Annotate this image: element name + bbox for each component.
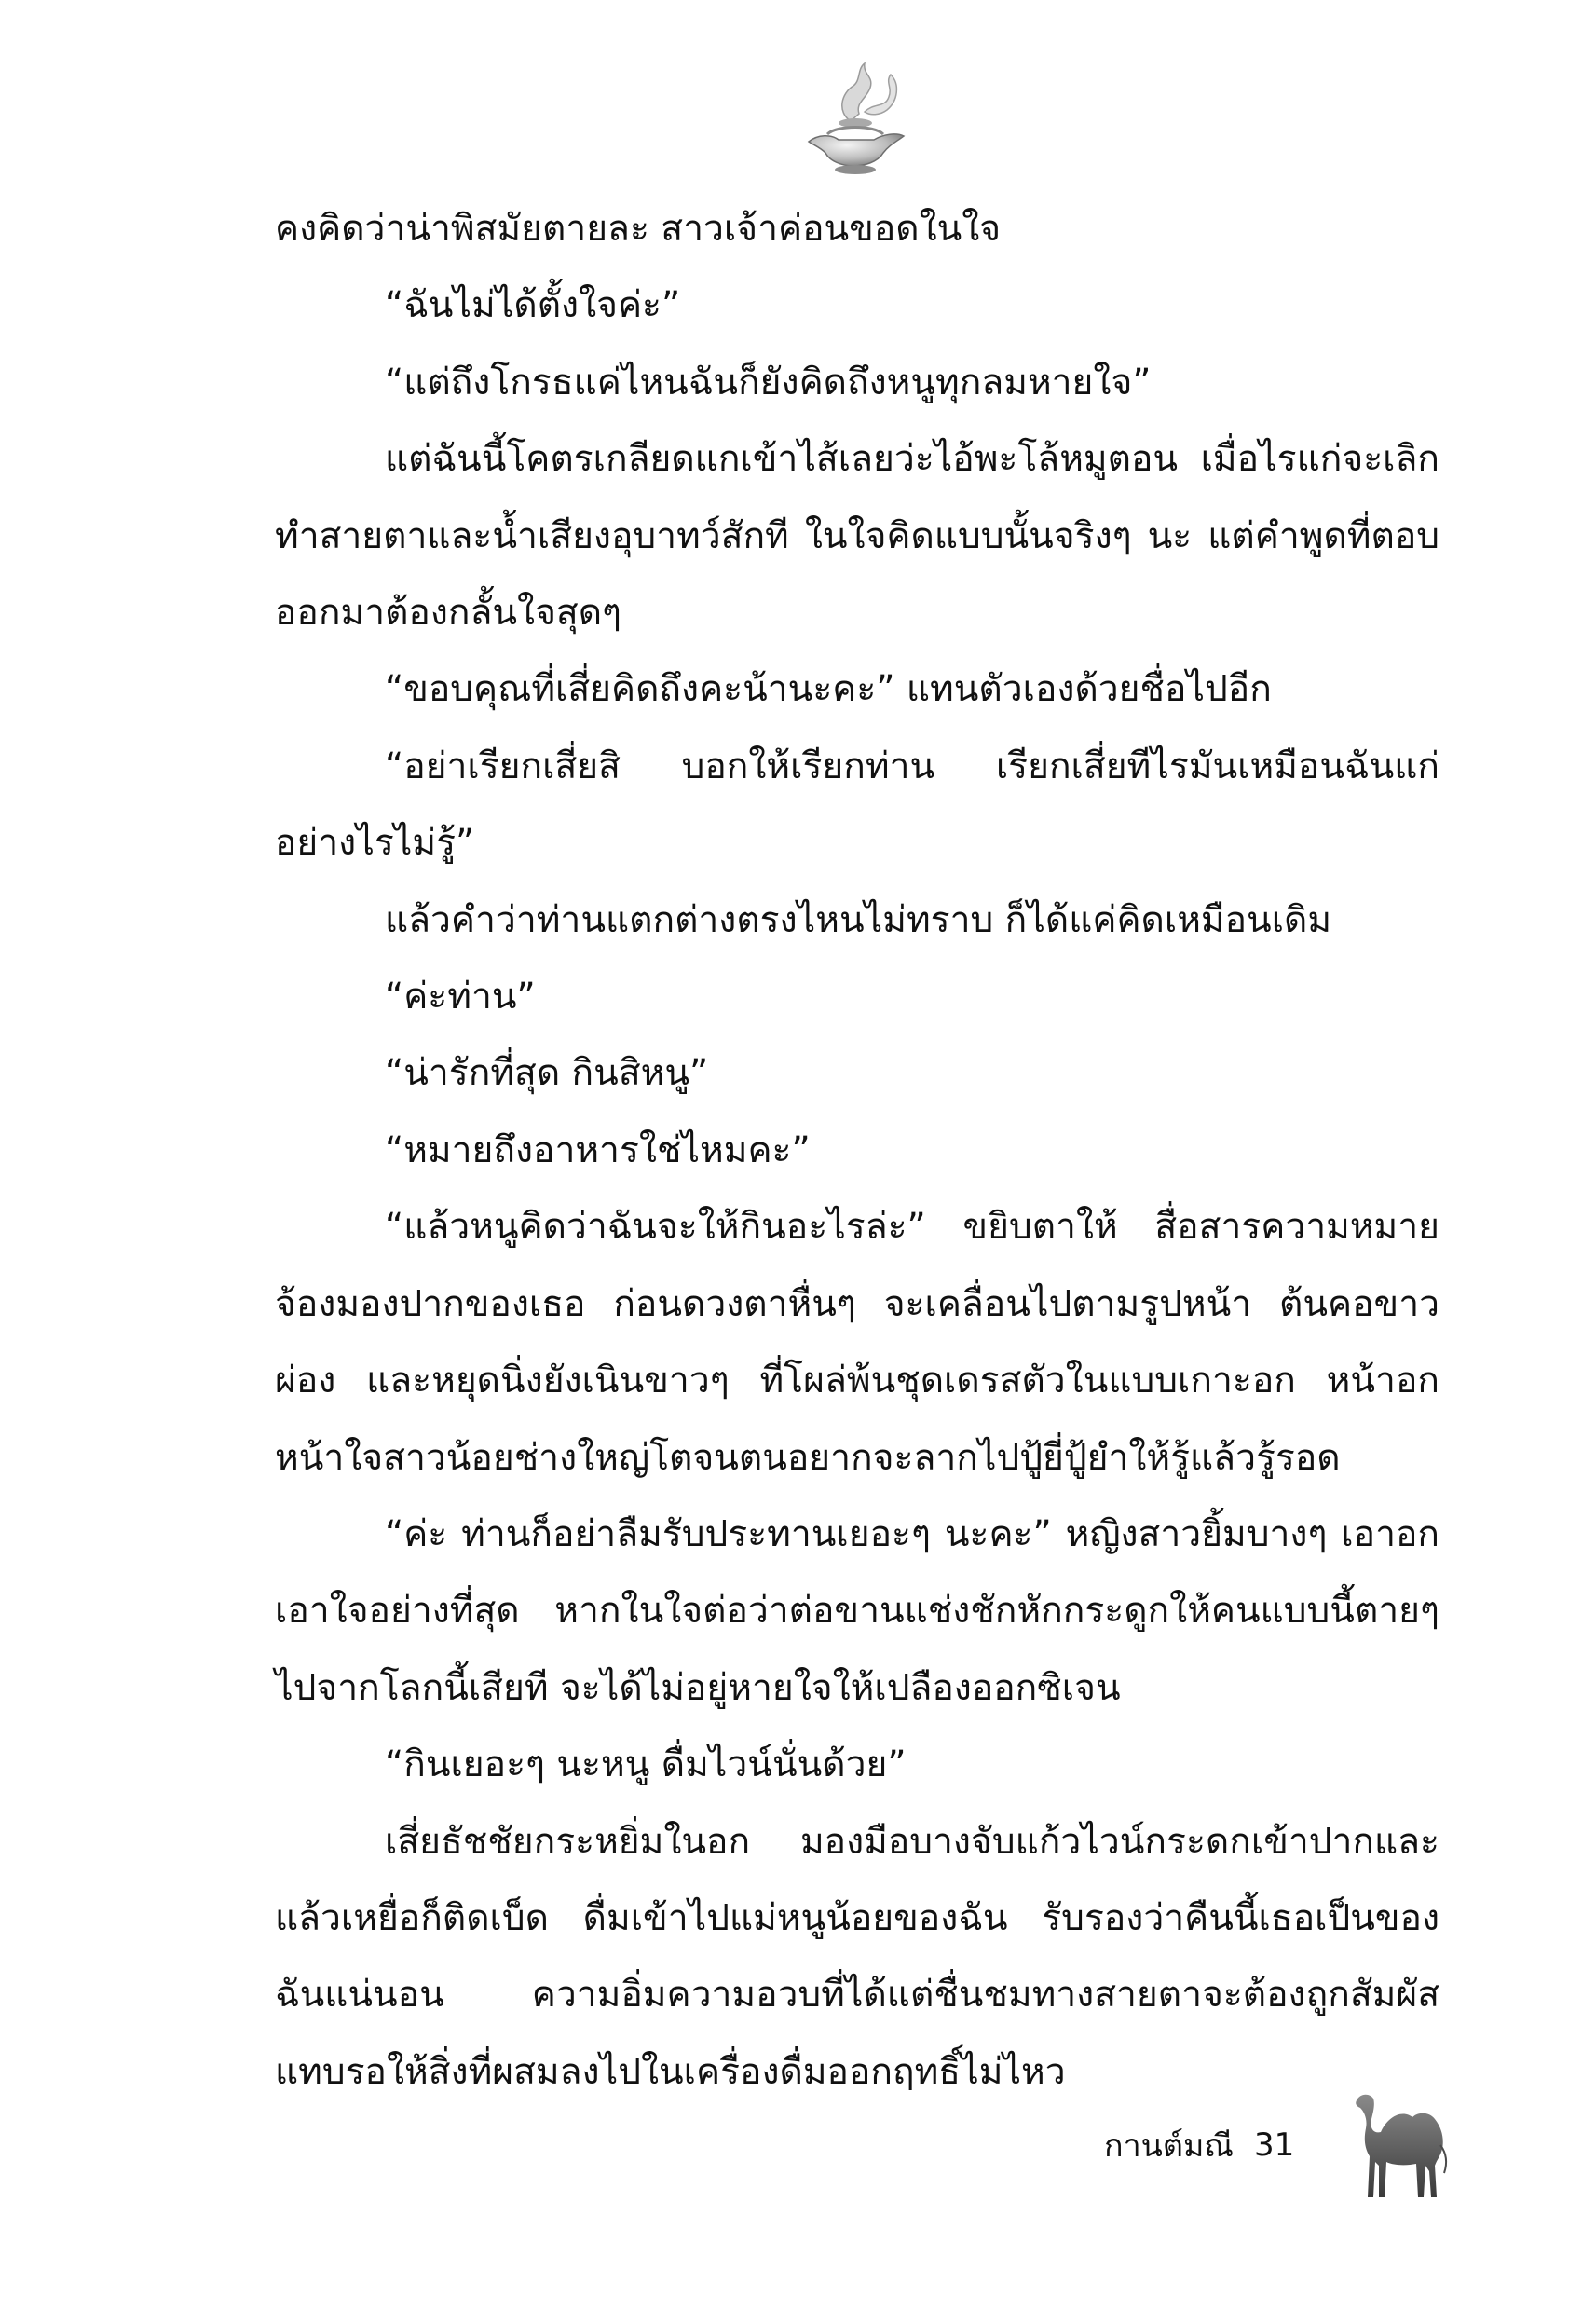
genie-lamp-icon [799, 56, 911, 177]
paragraph: “แต่ถึงโกรธแค่ไหนฉันก็ยังคิดถึงหนูทุกลมหายใจ” [385, 361, 1152, 403]
book-title: กานต์มณี [1104, 2127, 1234, 2165]
paragraph: “หมายถึงอาหารใช่ไหมคะ” [385, 1128, 811, 1171]
paragraph: แต่ฉันนี้โคตรเกลียดแกเข้าไส้เลยว่ะไอ้พะโล้หมูตอน เมื่อไรแก่จะเลิกทำสายตาและน้ำเสียงอุบาทว์สักที ในใจคิดแบบนั้นจริงๆ นะ แต่คำพูดที่ตอบออกมาต้องกลั้นใจสุดๆ [275, 438, 1439, 635]
paragraph: แล้วคำว่าท่านแตกต่างตรงไหนไม่ทราบ ก็ได้แค่คิดเหมือนเดิม [385, 898, 1332, 941]
paragraph: “ค่ะท่าน” [385, 976, 536, 1019]
page-number: 31 [1253, 2126, 1295, 2164]
paragraph: “อย่าเรียกเสี่ยสิ บอกให้เรียกท่าน เรียกเสี่ยทีไรมันเหมือนฉันแก่อย่างไรไม่รู้” [275, 745, 1439, 865]
paragraph: เสี่ยธัชชัยกระหยิ่มในอก มองมือบางจับแก้วไวน์กระดกเข้าปากและแล้วเหยื่อก็ติดเบ็ด ดื่มเข้าไปแม่หนูน้อยของฉัน รับรองว่าคืนนี้เธอเป็นของฉันแน่นอน ความอิ่มความอวบที่ได้แต่ชื่นชมทางสายตาจะต้องถูกสัมผัส แทบรอให้สิ่งที่ผสมลงไปในเครื่องดื่มออกฤทธิ์ไม่ไหว [275, 1820, 1439, 2093]
paragraph: “ขอบคุณที่เสี่ยคิดถึงคะน้านะคะ” แทนตัวเองด้วยชื่อไปอีก [385, 668, 1272, 711]
body-text [275, 191, 1439, 2111]
paragraph: “ค่ะ ท่านก็อย่าลืมรับประทานเยอะๆ นะคะ” หญิงสาวยิ้มบางๆ เอาอกเอาใจอย่างที่สุด หากในใจต่อว่าต่อขานแช่งชักหักกระดูกให้คนแบบนี้ตายๆ ไปจากโลกนี้เสียที จะได้ไม่อยู่หายใจให้เปลืองออกซิเจน [275, 1512, 1439, 1709]
camel-icon [1351, 2087, 1453, 2204]
paragraph: คงคิดว่าน่าพิสมัยตายละ สาวเจ้าค่อนขอดในใจ [275, 208, 1002, 250]
paragraph: “น่ารักที่สุด กินสิหนู” [385, 1052, 709, 1095]
page-footer [1104, 2108, 1294, 2182]
paragraph: “กินเยอะๆ นะหนู ดื่มไวน์นั่นด้วย” [385, 1744, 907, 1786]
paragraph: “ฉันไม่ได้ตั้งใจค่ะ” [385, 284, 681, 327]
paragraph: “แล้วหนูคิดว่าฉันจะให้กินอะไรล่ะ” ขยิบตาให้ สื่อสารความหมายจ้องมองปากของเธอ ก่อนดวงตาหื่นๆ จะเคลื่อนไปตามรูปหน้า ต้นคอขาวผ่อง และหยุดนิ่งยังเนินขาวๆ ที่โผล่พ้นชุดเดรสตัวในแบบเกาะอก หน้าอกหน้าใจสาวน้อยช่างใหญ่โตจนตนอยากจะลากไปปู้ยี่ปู้ยำให้รู้แล้วรู้รอด [275, 1206, 1439, 1479]
